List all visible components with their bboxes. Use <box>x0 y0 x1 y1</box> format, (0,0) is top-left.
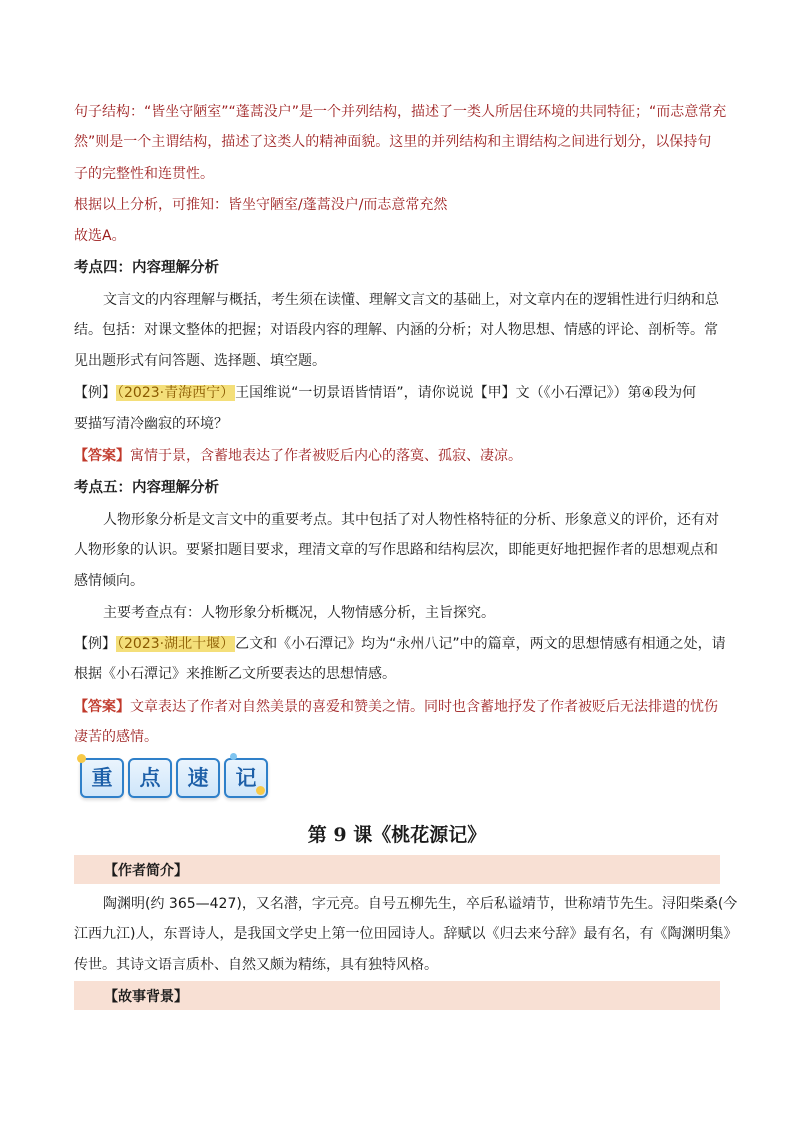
kp5-heading: 考点五：内容理解分析 <box>74 480 219 496</box>
author-intro-heading: 【作者简介】 <box>104 863 188 879</box>
decoration-dot-icon <box>77 754 86 763</box>
kp4-line-1: 文言文的内容理解与概括，考生须在读懂、理解文言文的基础上，对文章内在的逻辑性进行归纳和总 <box>103 292 719 308</box>
answer-text-line-1: 文章表达了作者对自然美景的喜爱和赞美之情。同时也含蓄地抒发了作者被贬后无法排遣的忧伤 <box>130 699 718 715</box>
kp4-answer <box>74 446 724 466</box>
kp5-answer <box>74 697 724 717</box>
answer-label: 【答案】 <box>74 699 130 715</box>
author-line-2: 江西九江)人，东晋诗人，是我国文学史上第一位田园诗人。辞赋以《归去来兮辞》最有名，有《陶渊明集》 <box>74 926 738 942</box>
kp4-example-line-2: 要描写清冷幽寂的环境？ <box>74 416 228 432</box>
decoration-dot-icon <box>230 753 237 760</box>
author-line-3: 传世。其诗文语言质朴、自然又颇为精练，具有独特风格。 <box>74 957 438 973</box>
decoration-dot-icon <box>256 786 265 795</box>
analysis-line-4: 根据以上分析，可推知：皆坐守陋室/蓬蒿没户/而志意常充然 <box>74 197 448 213</box>
example-source-tag: （2023·青海西宁） <box>117 385 235 401</box>
kp4-heading: 考点四：内容理解分析 <box>74 260 219 276</box>
example-question: 乙文和《小石潭记》均为“永州八记”中的篇章，两文的思想情感有相通之处，请 <box>235 636 726 652</box>
badge-char-4: 记 <box>224 758 268 798</box>
example-source-tag: （2023·湖北十堰） <box>117 636 235 652</box>
kp5-line-3: 感情倾向。 <box>74 573 144 589</box>
analysis-line-5: 故选A。 <box>74 228 126 244</box>
story-background-heading: 【故事背景】 <box>104 989 188 1005</box>
story-background-band <box>74 981 720 1010</box>
kp5-example <box>74 634 724 654</box>
example-question: 王国维说“一切景语皆情语”，请你说说【甲】文（《小石潭记》）第④段为何 <box>235 385 697 401</box>
answer-text: 寓情于景，含蓄地表达了作者被贬后内心的落寞、孤寂、凄凉。 <box>130 448 522 464</box>
kp4-line-3: 见出题形式有问答题、选择题、填空题。 <box>74 353 326 369</box>
kp4-line-2: 结。包括：对课文整体的把握；对语段内容的理解、内涵的分析；对人物思想、情感的评论、剖析等。常 <box>74 322 718 338</box>
answer-label: 【答案】 <box>74 448 130 464</box>
badge-char-2: 点 <box>128 758 172 798</box>
kp5-answer-line-2: 凄苦的感情。 <box>74 729 158 745</box>
kp4-example <box>74 383 724 403</box>
lesson-title: 第 9 课《桃花源记》 <box>307 824 487 846</box>
kp5-example-line-2: 根据《小石潭记》来推断乙文所要表达的思想情感。 <box>74 666 396 682</box>
badge-char-1: 重 <box>80 758 124 798</box>
analysis-line-2: 然”则是一个主谓结构，描述了这类人的精神面貌。这里的并列结构和主谓结构之间进行划分，以保持句 <box>74 134 712 150</box>
author-intro-band <box>74 855 720 884</box>
badge-char-3: 速 <box>176 758 220 798</box>
analysis-line-1: 句子结构：“皆坐守陋室”“蓬蒿没户”是一个并列结构，描述了一类人所居住环境的共同特征；“而志意常充 <box>74 104 727 120</box>
author-line-1: 陶渊明(约 365—427)，又名潜，字元亮。自号五柳先生，卒后私谥靖节，世称靖节先生。浔阳柴桑(今 <box>103 896 738 912</box>
analysis-line-3: 子的完整性和连贯性。 <box>74 166 214 182</box>
kp5-line-4: 主要考查点有：人物形象分析概况，人物情感分析，主旨探究。 <box>103 605 495 621</box>
kp5-line-1: 人物形象分析是文言文中的重要考点。其中包括了对人物性格特征的分析、形象意义的评价，还有对 <box>103 512 719 528</box>
example-label: 【例】 <box>74 636 116 652</box>
kp5-line-2: 人物形象的认识。要紧扣题目要求，理清文章的写作思路和结构层次，即能更好地把握作者的思想观点和 <box>74 542 718 558</box>
example-label: 【例】 <box>74 385 116 401</box>
